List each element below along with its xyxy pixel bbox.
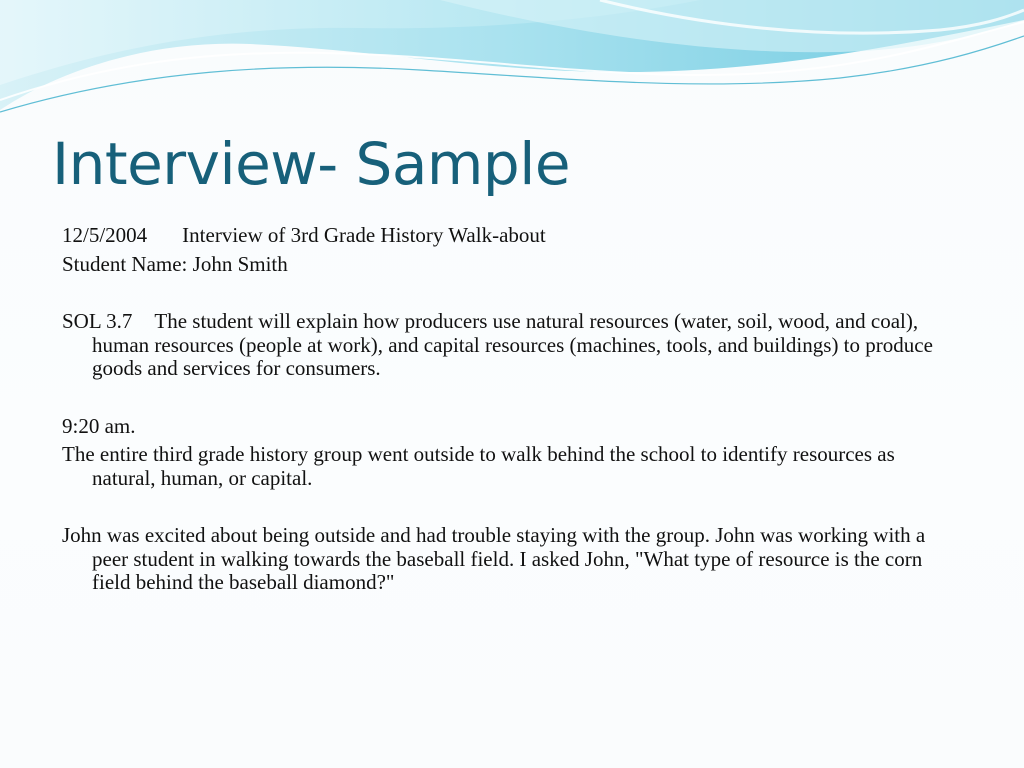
time-stamp: 9:20 am.	[62, 413, 136, 438]
header-line	[62, 224, 942, 248]
slide-title: Interview- Sample	[52, 130, 571, 198]
john-paragraph: John was excited about being outside and had trouble staying with the group. John was working with a peer student in walking towards the baseball field. I asked John, "What type of resource is the corn field behind the baseball diamond?"	[62, 523, 926, 594]
sol-paragraph	[62, 310, 942, 381]
decorative-wave-banner	[0, 0, 1024, 130]
slide-body	[62, 224, 942, 595]
sol-text: The student will explain how producers use natural resources (water, soil, wood, and coal), human resources (people at work), and capital resources (machines, tools, and buildings) to produce goods and services for consumers.	[92, 309, 933, 380]
interview-heading: Interview of 3rd Grade History Walk-about	[182, 223, 546, 247]
student-name: Student Name: John Smith	[62, 251, 288, 276]
group-paragraph: The entire third grade history group went outside to walk behind the school to identify resources as natural, human, or capital.	[62, 442, 895, 490]
sol-label: SOL 3.7	[62, 309, 133, 333]
interview-date: 12/5/2004	[62, 223, 148, 247]
